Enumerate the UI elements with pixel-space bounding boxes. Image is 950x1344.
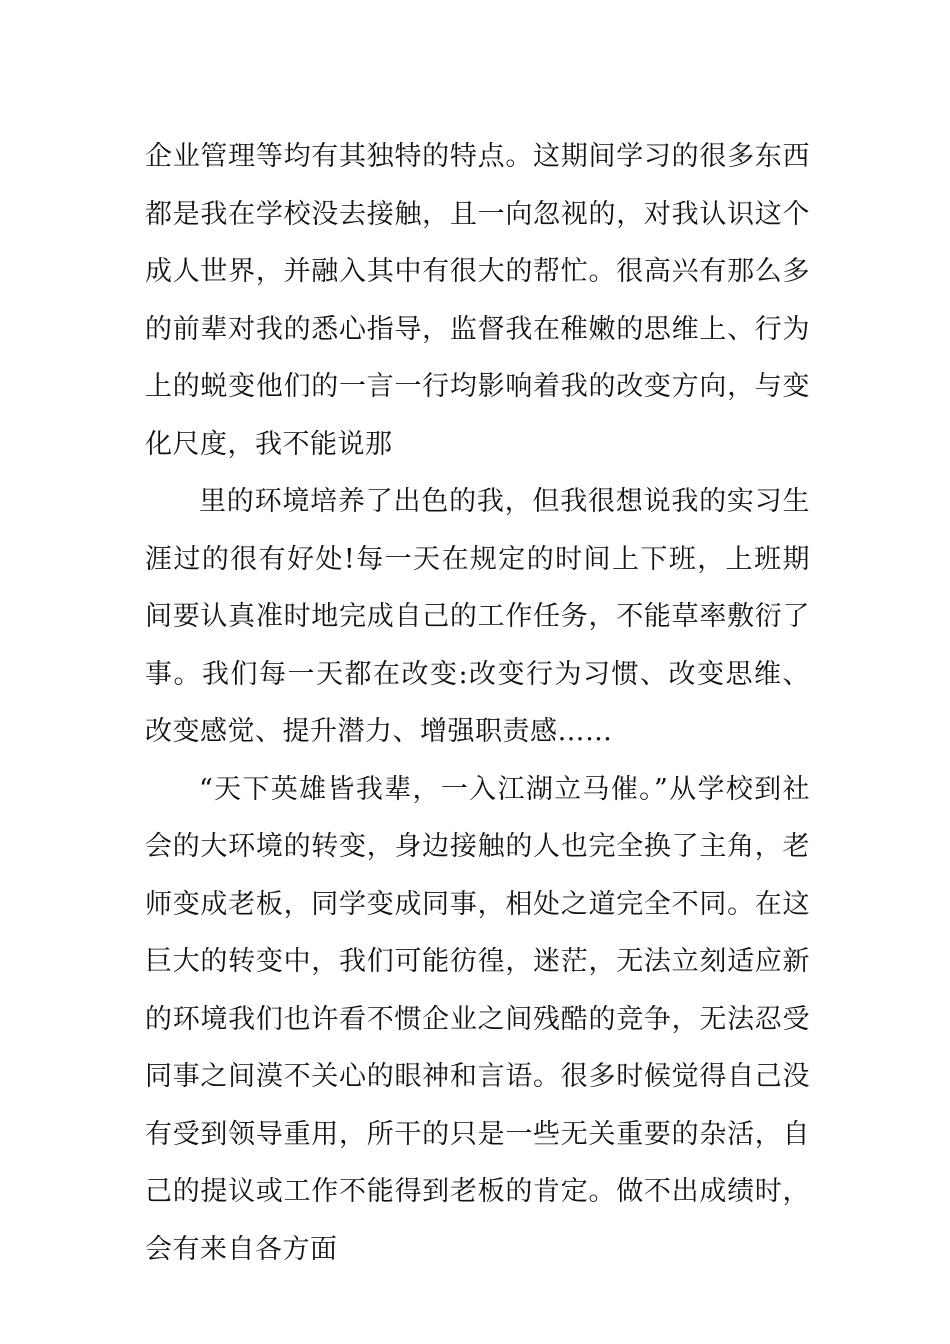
paragraph-2: 里的环境培养了出色的我，但我很想说我的实习生涯过的很有好处!每一天在规定的时间上下班，上班期间要认真准时地完成自己的工作任务，不能草率敷衍了事。我们每一天都在改变:改变行为习惯、改变思维、改变感觉、提升潜力、增强职责感…… [145,486,810,747]
paragraph-3: “天下英雄皆我辈，一入江湖立马催。”从学校到社会的大环境的转变，身边接触的人也完全换了主角，老师变成老板，同学变成同事，相处之道完全不同。在这巨大的转变中，我们可能彷徨，迷茫，无法立刻适应新的环境我们也许看不惯企业之间残酷的竞争，无法忍受同事之间漠不关心的眼神和言语。很多时候觉得自己没有受到领导重用，所干的只是一些无关重要的杂活，自己的提议或工作不能得到老板的肯定。做不出成绩时，会有来自各方面 [145,773,810,1265]
paragraph-1: 企业管理等均有其独特的特点。这期间学习的很多东西都是我在学校没去接触，且一向忽视的，对我认识这个成人世界，并融入其中有很大的帮忙。很高兴有那么多的前辈对我的悉心指导，监督我在稚嫩的思维上、行为上的蜕变他们的一言一行均影响着我的改变方向，与变化尺度，我不能说那 [145,141,810,460]
body-text [145,128,810,1278]
